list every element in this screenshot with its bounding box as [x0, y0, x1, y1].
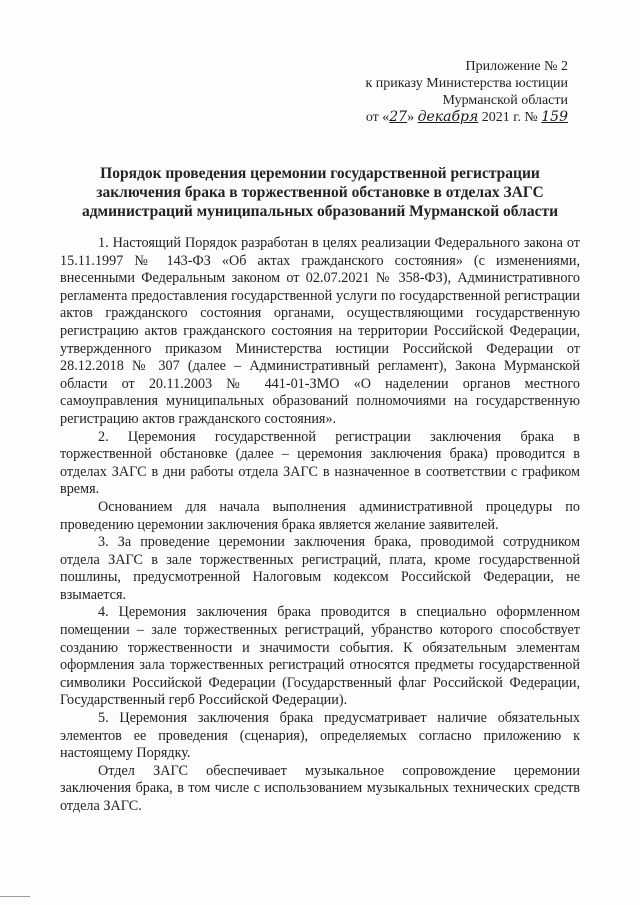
date-year: 2021 г. №: [481, 110, 538, 125]
date-mid: »: [407, 110, 415, 125]
date-prefix: от «: [365, 110, 390, 125]
paragraph: 1. Настоящий Порядок разработан в целях реализации Федерального закона от 15.11.1997 № 143-ФЗ «Об актах гражданского состояния» (с изменениями, внесенными Федеральным законом от 02.07.2021 № 358-ФЗ), Административного регламента предоставления государственной услуги по государственной регистрации актов гражданского состояния органами, осуществляющими государственную регистрацию актов гражданского состояния на территории Российской Федерации, утвержденного приказом Министерства юстиции Российской Федерации от 28.12.2018 № 307 (далее – Административный регламент), Закона Мурманской области от 20.11.2003 № 441-01-ЗМО «О наделении органов местного самоуправления муниципальных образований полномочиями на государственную регистрацию актов гражданского состояния».: [60, 235, 580, 427]
document-title: [60, 164, 580, 221]
handwritten-doc-number: 159: [541, 109, 568, 125]
appendix-line: к приказу Министерства юстиции: [365, 76, 568, 91]
paragraph: 5. Церемония заключения брака предусматривает наличие обязательных элементов ее проведения (сценария), определяемых согласно приложению к настоящему Порядку.: [60, 710, 580, 762]
paragraph: 2. Церемония государственной регистрации заключения брака в торжественной обстановке (далее – церемония заключения брака) проводится в отделах ЗАГС в дни работы отдела ЗАГС в назначенное в соответствии с графиком время.: [60, 428, 580, 498]
appendix-line: Приложение № 2: [465, 59, 568, 74]
document-body: [60, 235, 580, 816]
paragraph: Отдел ЗАГС обеспечивает музыкальное сопровождение церемонии заключения брака, в том числе с использованием музыкальных технических средств отдела ЗАГС.: [60, 762, 580, 814]
paragraph: 3. За проведение церемонии заключения брака, проводимой сотрудником отдела ЗАГС в зале торжественных регистраций, плата, кроме государственной пошлины, предусмотренной Налоговым кодексом Российской Федерации, не взымается.: [60, 534, 580, 603]
handwritten-day: 27: [389, 109, 408, 125]
handwritten-month: декабря: [417, 109, 479, 125]
paragraph: 4. Церемония заключения брака проводится в специально оформленном помещении – зале торжественных регистраций, убранство которого способствует созданию торжественности и значимости события. К обязательным элементам оформления зала торжественных регистраций относятся предметы государственной символики Российской Федерации (Государственный флаг Российской Федерации, Государственный герб Российской Федерации).: [60, 604, 580, 709]
appendix-header: [365, 58, 568, 126]
title-line: заключения брака в торжественной обстановке в отделах ЗАГС: [96, 184, 544, 201]
paragraph: Основанием для начала выполнения административной процедуры по проведению церемонии заключения брака является желание заявителей.: [60, 498, 580, 533]
scan-artifact-line: [0, 896, 30, 897]
title-line: администраций муниципальных образований Мурманской области: [81, 203, 559, 220]
title-line: Порядок проведения церемонии государственной регистрации: [100, 165, 540, 182]
appendix-date-line: [365, 109, 568, 126]
appendix-line: Мурманской области: [442, 93, 568, 108]
